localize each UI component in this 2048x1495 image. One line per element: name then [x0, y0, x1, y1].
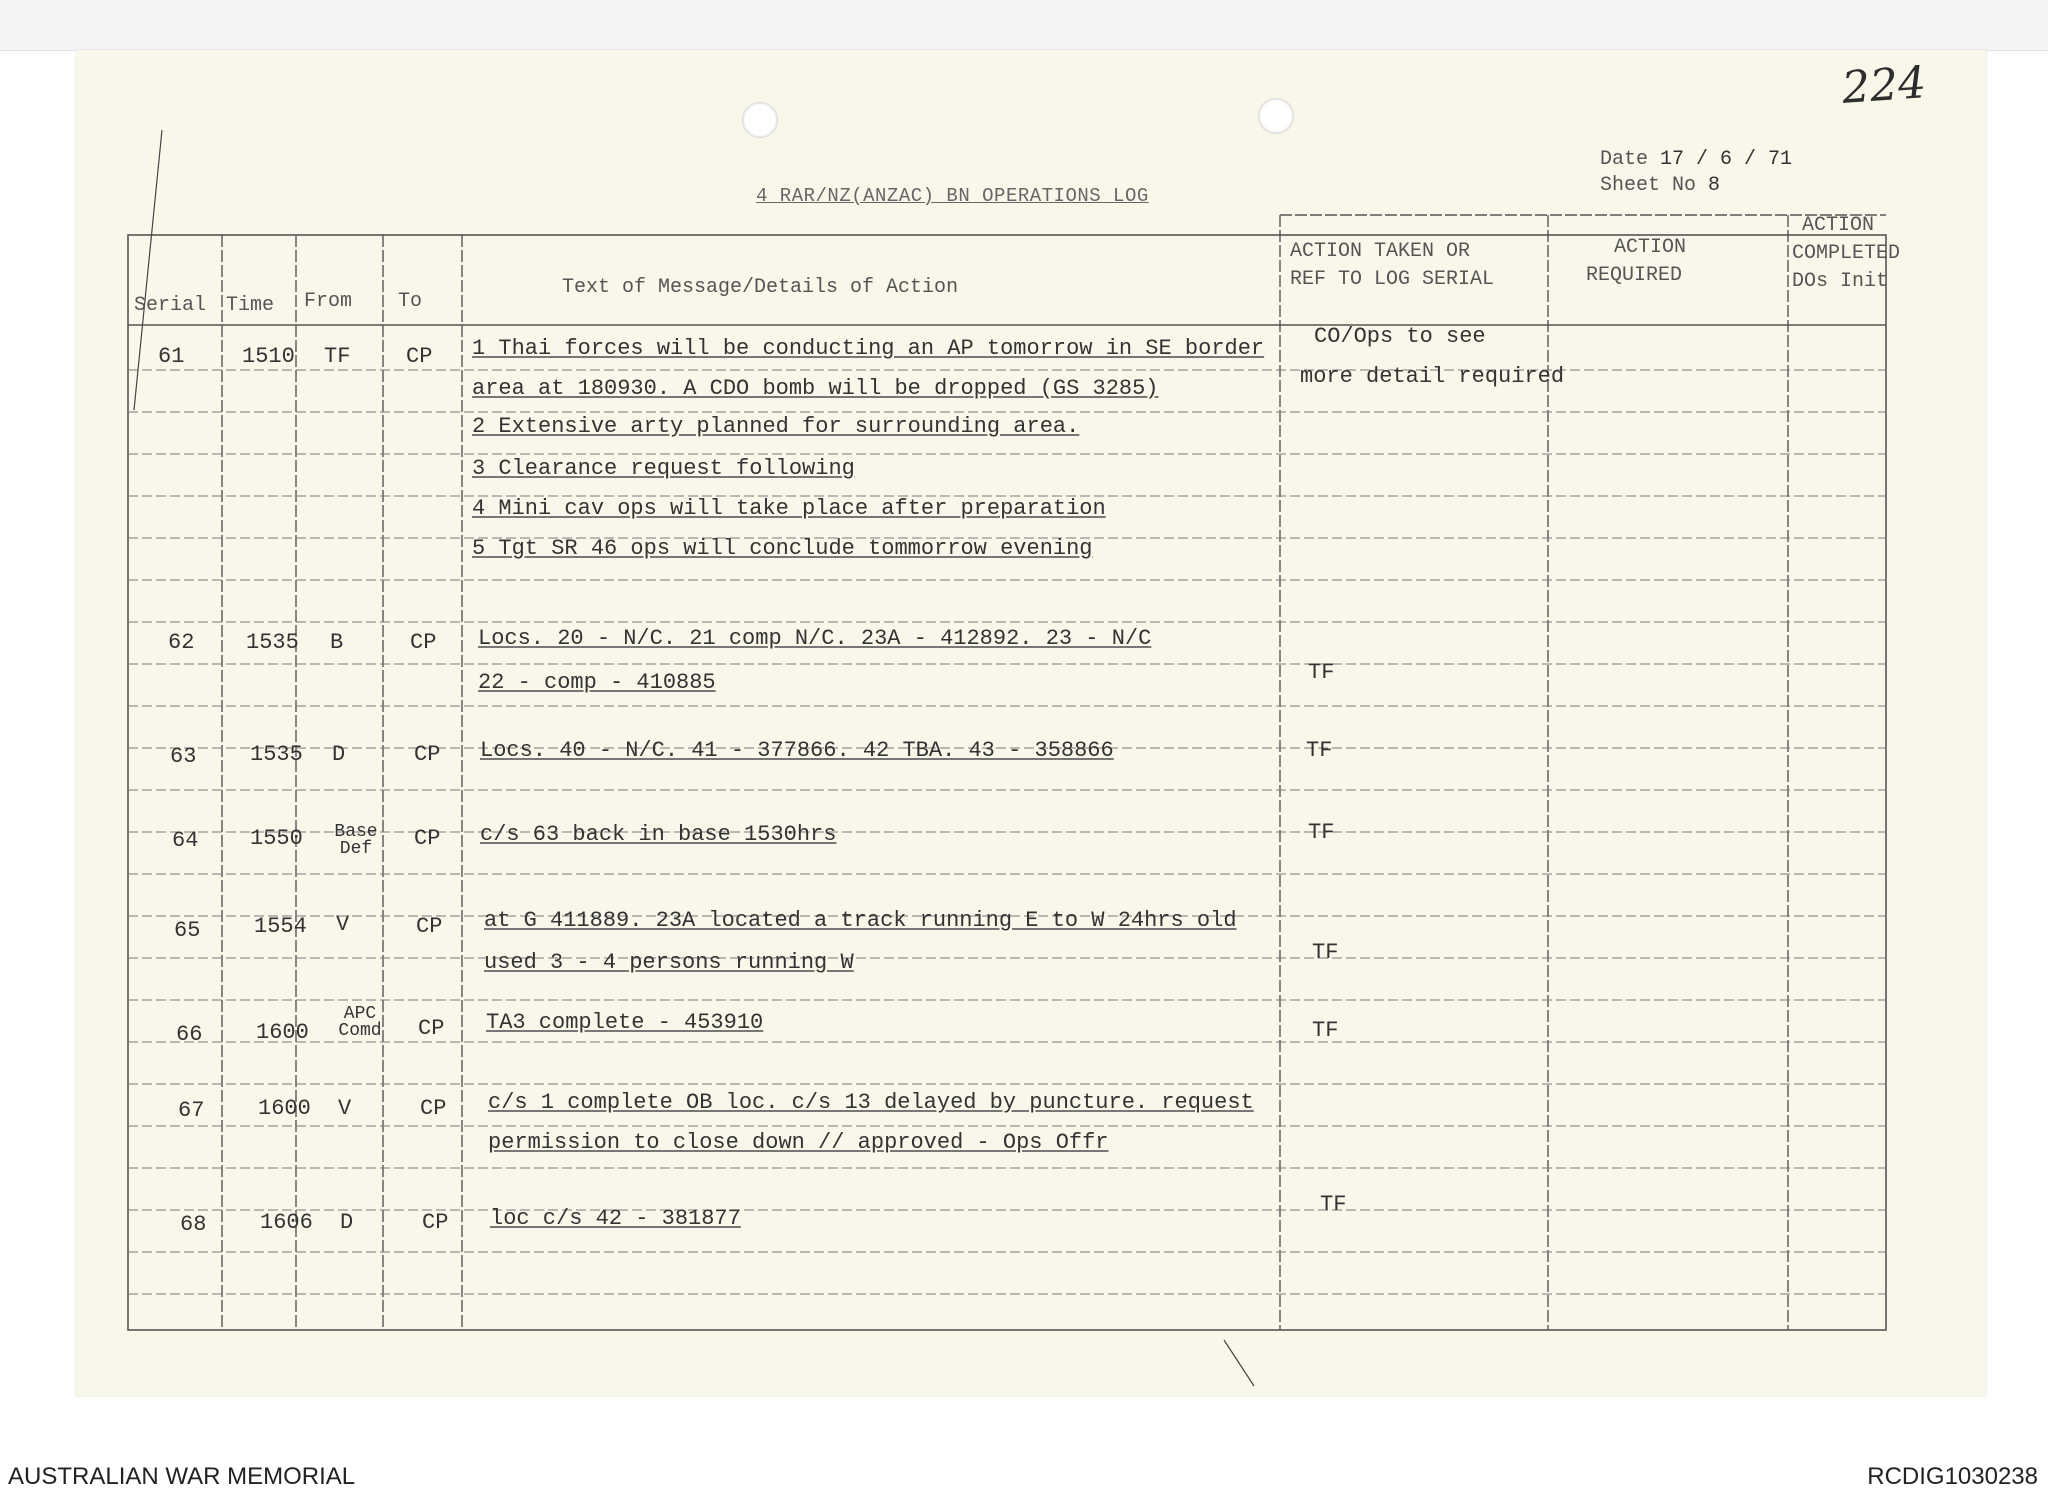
- message-line: Locs. 20 - N/C. 21 comp N/C. 23A - 412892. 23 - N/C: [478, 626, 1152, 651]
- from-cell: TF: [324, 344, 351, 369]
- message-line: Locs. 40 - N/C. 41 - 377866. 42 TBA. 43 - 358866: [480, 738, 1114, 763]
- archive-footer: [0, 1459, 2048, 1495]
- serial-cell: 63: [170, 744, 197, 769]
- time-cell: 1606: [260, 1210, 313, 1235]
- col-from-header: From: [304, 290, 353, 313]
- serial-cell: 64: [172, 828, 199, 853]
- to-cell: CP: [406, 344, 433, 369]
- message-line: c/s 63 back in base 1530hrs: [480, 822, 837, 847]
- sheet-label: Sheet No: [1600, 174, 1697, 197]
- message-line: used 3 - 4 persons running W: [484, 950, 854, 975]
- time-cell: 1535: [246, 630, 299, 655]
- serial-cell: 66: [176, 1022, 203, 1047]
- action-taken-cell: more detail required: [1300, 364, 1565, 389]
- serial-cell: 68: [180, 1212, 207, 1237]
- to-cell: CP: [420, 1096, 447, 1121]
- from-cell: APC Comd: [338, 1004, 382, 1041]
- footer-institution: AUSTRALIAN WAR MEMORIAL: [8, 1463, 356, 1490]
- col-to-header: To: [398, 290, 423, 313]
- log-table-grid: [76, 50, 1986, 1396]
- page-number: 224: [1840, 57, 1928, 114]
- message-line: 22 - comp - 410885: [478, 670, 716, 695]
- action-taken-cell: CO/Ops to see: [1314, 324, 1486, 349]
- serial-cell: 67: [178, 1098, 205, 1123]
- to-cell: CP: [410, 630, 437, 655]
- message-line: permission to close down // approved - Ops Offr: [488, 1130, 1109, 1155]
- time-cell: 1510: [242, 344, 295, 369]
- time-cell: 1535: [250, 742, 303, 767]
- serial-cell: 61: [158, 344, 185, 369]
- action-taken-cell: TF: [1312, 1018, 1339, 1043]
- col-time-header: Time: [226, 294, 275, 317]
- footer-catalogue-id: RCDIG1030238: [1867, 1463, 2038, 1490]
- from-cell: D: [340, 1210, 354, 1235]
- time-cell: 1600: [256, 1020, 309, 1045]
- action-taken-cell: TF: [1312, 940, 1339, 965]
- message-line: loc c/s 42 - 381877: [490, 1206, 741, 1231]
- from-cell: Base Def: [334, 822, 378, 859]
- action-taken-cell: TF: [1306, 738, 1333, 763]
- from-cell: D: [332, 742, 346, 767]
- message-line: 1 Thai forces will be conducting an AP tomorrow in SE border: [472, 336, 1265, 361]
- message-line: at G 411889. 23A located a track running E to W 24hrs old: [484, 908, 1237, 933]
- message-line: area at 180930. A CDO bomb will be dropped (GS 3285): [472, 376, 1159, 401]
- serial-cell: 65: [174, 918, 201, 943]
- sheet-value: 8: [1708, 174, 1721, 197]
- from-cell: B: [330, 630, 344, 655]
- message-line: 3 Clearance request following: [472, 456, 855, 481]
- date-value: 17 / 6 / 71: [1660, 148, 1793, 171]
- from-cell: V: [338, 1096, 352, 1121]
- to-cell: CP: [418, 1016, 445, 1041]
- action-taken-cell: TF: [1308, 820, 1335, 845]
- message-line: 4 Mini cav ops will take place after preparation: [472, 496, 1106, 521]
- time-cell: 1600: [258, 1096, 311, 1121]
- from-cell: V: [336, 912, 350, 937]
- col-action-required-header: ACTION REQUIRED: [1586, 236, 1687, 287]
- col-action-taken-header: ACTION TAKEN OR REF TO LOG SERIAL: [1290, 240, 1495, 291]
- message-line: c/s 1 complete OB loc. c/s 13 delayed by puncture. request: [488, 1090, 1254, 1115]
- serial-cell: 62: [168, 630, 195, 655]
- to-cell: CP: [414, 826, 441, 851]
- message-line: TA3 complete - 453910: [486, 1010, 764, 1035]
- log-title: 4 RAR/NZ(ANZAC) BN OPERATIONS LOG: [756, 185, 1149, 207]
- to-cell: CP: [416, 914, 443, 939]
- action-taken-cell: TF: [1308, 660, 1335, 685]
- action-taken-cell: TF: [1320, 1192, 1347, 1217]
- col-serial-header: Serial: [134, 294, 207, 317]
- message-line: 2 Extensive arty planned for surrounding area.: [472, 414, 1080, 439]
- time-cell: 1554: [254, 914, 307, 939]
- to-cell: CP: [422, 1210, 449, 1235]
- col-action-completed-header: ACTION COMPLETED DOs Init: [1792, 214, 1901, 293]
- to-cell: CP: [414, 742, 441, 767]
- message-line: 5 Tgt SR 46 ops will conclude tommorrow evening: [472, 536, 1093, 561]
- col-text-header: Text of Message/Details of Action: [562, 276, 959, 299]
- time-cell: 1550: [250, 826, 303, 851]
- date-label: Date: [1600, 148, 1649, 171]
- viewer-top-strip: [0, 0, 2048, 51]
- log-sheet: [76, 50, 1986, 1396]
